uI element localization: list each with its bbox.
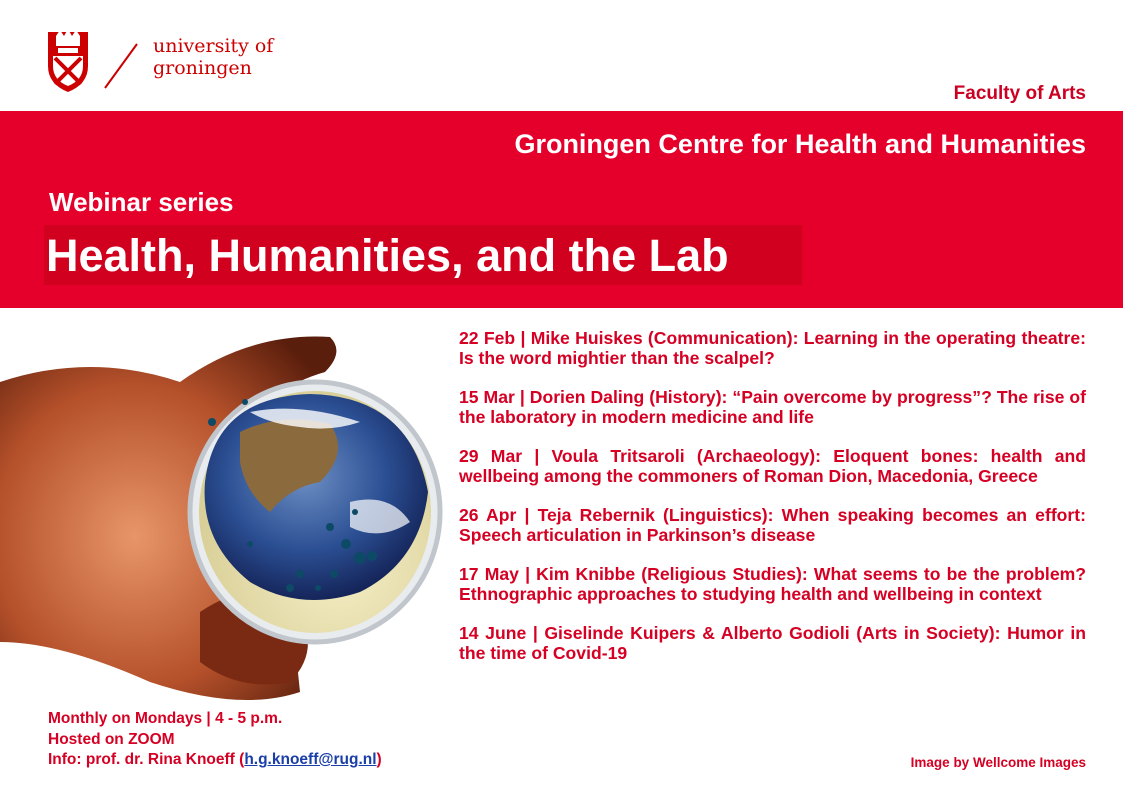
title-banner (0, 111, 1123, 308)
footer-info (48, 709, 382, 771)
list-item: 22 Feb | Mike Huiskes (Communication): Learning in the operating theatre: Is the word mightier than the scalpel? (459, 328, 1086, 368)
list-item: 17 May | Kim Knibbe (Religious Studies): What seems to be the problem? Ethnographic approaches to studying health and wellbeing in context (459, 564, 1086, 604)
petri-dish-icon (190, 382, 440, 642)
schedule-text: Monthly on Mondays | 4 - 5 p.m. (48, 710, 283, 727)
logo-wordmark (153, 35, 273, 79)
crest-icon (48, 29, 88, 92)
contact-text (48, 750, 382, 771)
event-list (459, 329, 1086, 683)
list-item: 15 Mar | Dorien Daling (History): “Pain overcome by progress”? The rise of the laboratory in modern medicine and life (459, 387, 1086, 427)
contact-suffix: ) (376, 751, 382, 768)
faculty-name: Faculty of Arts (953, 83, 1086, 104)
list-item: 26 Apr | Teja Rebernik (Linguistics): When speaking becomes an effort: Speech articulation in Parkinson’s disease (459, 505, 1086, 545)
logo-line-2: groningen (153, 57, 252, 79)
image-credit: Image by Wellcome Images (910, 755, 1086, 770)
email-link[interactable]: h.g.knoeff@rug.nl (244, 751, 377, 768)
series-label: Webinar series (49, 187, 234, 217)
centre-name: Groningen Centre for Health and Humanities (514, 129, 1086, 159)
list-item: 14 June | Giselinde Kuipers & Alberto Godioli (Arts in Society): Humor in the time of Covid-19 (459, 623, 1086, 663)
logo-divider (105, 44, 137, 88)
hosted-text: Hosted on ZOOM (48, 730, 175, 748)
logo-line-1: university of (153, 35, 274, 57)
page-title: Health, Humanities, and the Lab (44, 225, 802, 285)
contact-prefix: Info: prof. dr. Rina Knoeff ( (48, 751, 245, 768)
list-item: 29 Mar | Voula Tritsaroli (Archaeology): Eloquent bones: health and wellbeing among the commoners of Roman Dion, Macedonia, Greece (459, 446, 1086, 486)
hand-petri-dish-image (0, 312, 450, 712)
